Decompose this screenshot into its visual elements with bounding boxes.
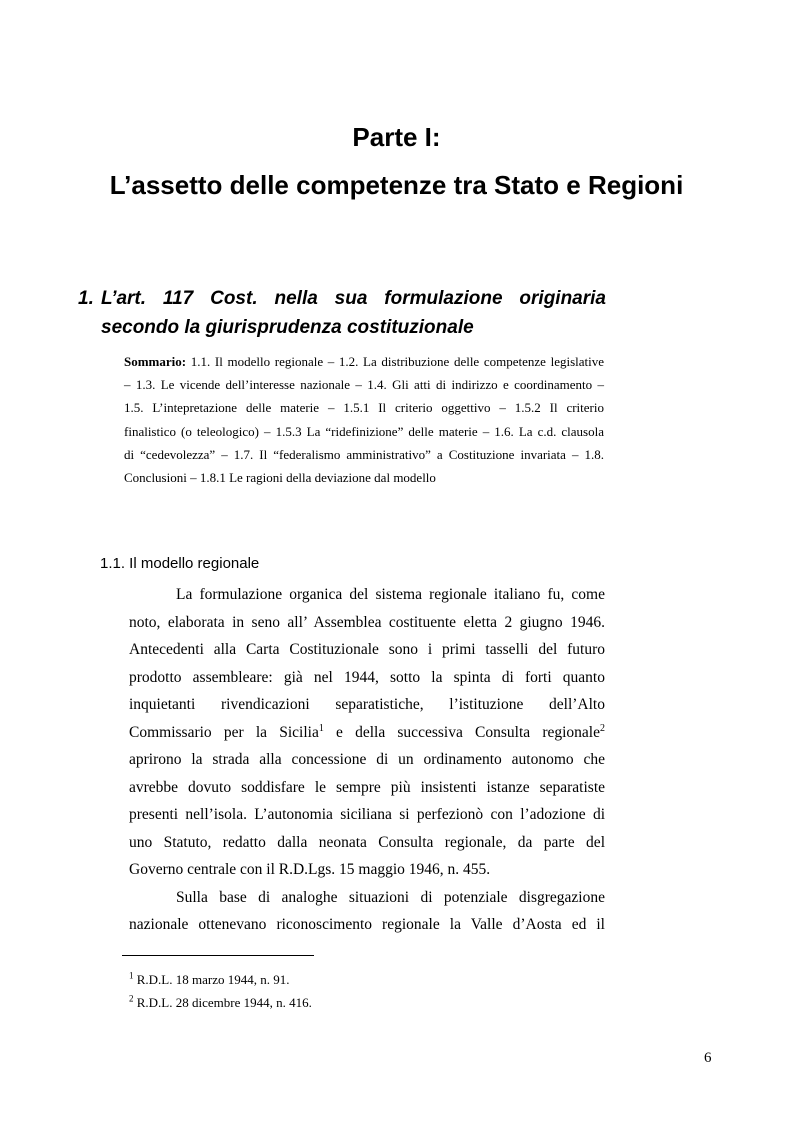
body-line: Antecedenti alla Carta Costituzionale sono i primi tasselli del futuro xyxy=(129,641,605,658)
body-line: inquietanti rivendicazioni separatistiche, l’istituzione dell’Alto xyxy=(129,696,605,713)
summary-line: Sommario: 1.1. Il modello regionale – 1.2. La distribuzione delle competenze legislative xyxy=(124,354,605,369)
body-line: Sulla base di analoghe situazioni di potenziale disgregazione xyxy=(176,888,605,906)
footnote-text: R.D.L. 18 marzo 1944, n. 91. xyxy=(133,972,290,987)
body-line: uno Statuto, redatto dalla neonata Consulta regionale, da parte del xyxy=(129,833,605,851)
footnote-number: 2 xyxy=(129,993,134,1004)
part-subtitle: L’assetto delle competenze tra Stato e Regioni xyxy=(109,170,684,200)
chapter-title-line: secondo la giurisprudenza costituzionale xyxy=(101,317,474,338)
part-title: Parte I: xyxy=(352,122,441,152)
chapter-number: 1. xyxy=(78,288,94,309)
footnote-ref[interactable]: 1 xyxy=(318,722,324,734)
section-heading: 1.1. Il modello regionale xyxy=(100,555,260,572)
body-line: Governo centrale con il R.D.Lgs. 15 maggio 1946, n. 455. xyxy=(129,861,491,878)
body-line: noto, elaborata in seno all’ Assemblea costituente eletta 2 giugno 1946. xyxy=(129,613,605,631)
footnote-ref[interactable]: 2 xyxy=(599,722,605,734)
body-line: avrebbe dovuto soddisfare le sempre più insistenti istanze separatiste xyxy=(129,778,605,796)
summary-line: finalistico (o teleologico) – 1.5.3 La “ridefinizione” delle materie – 1.6. La c.d. clausola xyxy=(124,423,604,439)
summary-line: 1.5. L’intepretazione delle materie – 1.5.1 Il criterio oggettivo – 1.5.2 Il criterio xyxy=(124,400,604,416)
chapter-heading xyxy=(78,284,606,342)
body-line: prodotto assembleare: già nel 1944, sotto la spinta di forti quanto xyxy=(129,668,605,686)
chapter-title-line: L’art. 117 Cost. nella sua formulazione originaria xyxy=(101,288,606,309)
page-number: 6 xyxy=(704,1050,712,1066)
summary-line: – 1.3. Le vicende dell’interesse nazionale – 1.4. Gli atti di indirizzo e coordinamento – xyxy=(124,377,604,393)
body-line: Commissario per la Sicilia$^1$ e della successiva Consulta regionale$^2$ xyxy=(129,722,605,741)
footnote-text: R.D.L. 28 dicembre 1944, n. 416. xyxy=(133,995,312,1010)
footnote xyxy=(129,970,312,990)
body-line: nazionale ottenevano riconoscimento regionale la Valle d’Aosta ed il xyxy=(129,916,605,933)
body-line: La formulazione organica del sistema regionale italiano fu, come xyxy=(176,586,605,603)
footnote-number: 1 xyxy=(129,970,134,981)
summary-line: Conclusioni – 1.8.1 Le ragioni della deviazione dal modello xyxy=(124,470,436,486)
chapter-summary xyxy=(124,350,604,489)
body-line: aprirono la strada alla concessione di un ordinamento autonomo che xyxy=(129,751,605,768)
footnote xyxy=(129,993,312,1013)
summary-label: Sommario: xyxy=(124,354,187,369)
summary-line: di “cedevolezza” – 1.7. Il “federalismo amministrativo” a Costituzione invariata – 1.8. xyxy=(124,446,604,462)
footnotes xyxy=(129,970,312,1016)
footnote-divider xyxy=(122,955,314,956)
body-text xyxy=(129,581,605,939)
body-line: presenti nell’isola. L’autonomia siciliana si perfezionò con l’adozione di xyxy=(129,806,605,823)
